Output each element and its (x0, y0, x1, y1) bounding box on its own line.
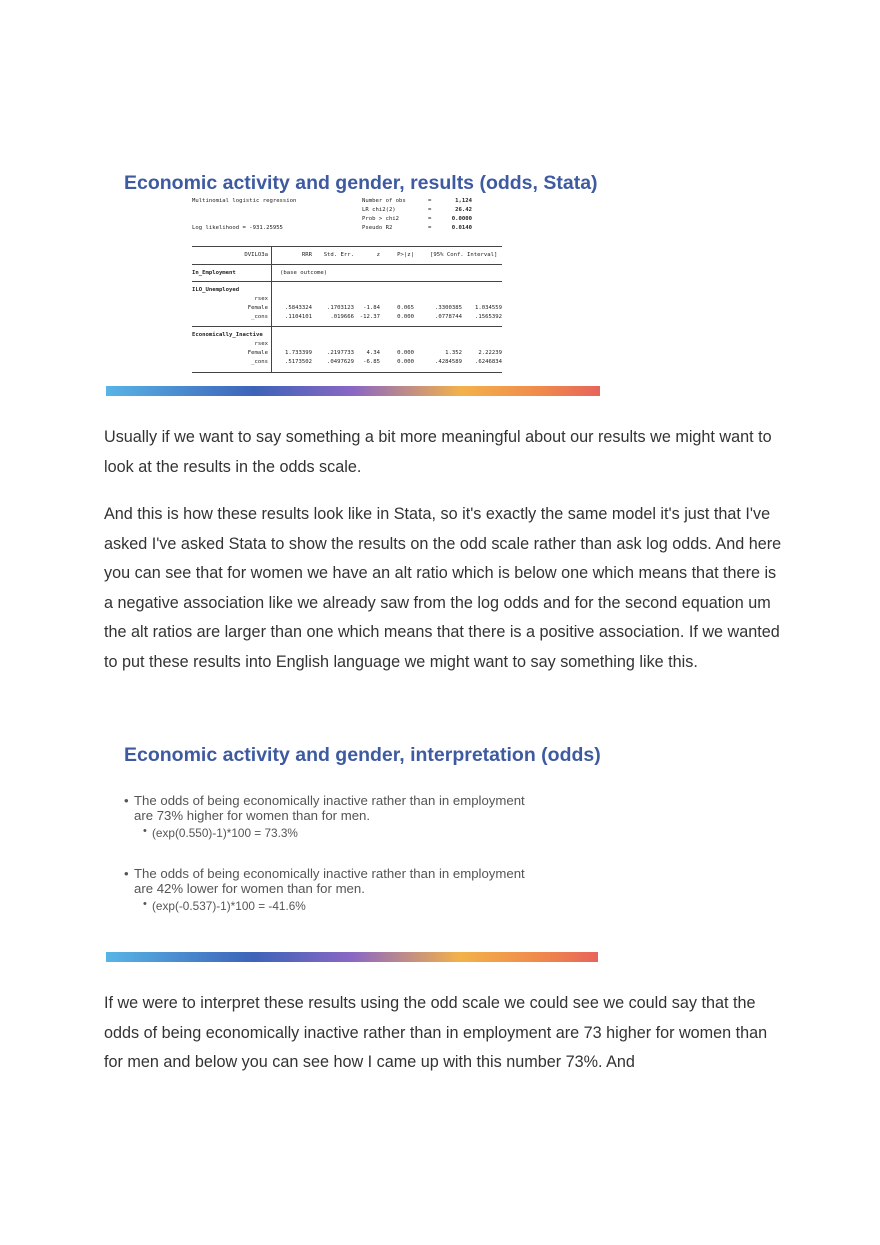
se-value: .019666 (330, 314, 354, 320)
bullet-line: The odds of being economically inactive rather than in employment (134, 793, 525, 808)
rrr-value: 1.733399 (285, 350, 312, 356)
rrr-value: .1104101 (285, 314, 312, 320)
table-rule (192, 372, 502, 373)
ci-high: 2.22239 (478, 350, 502, 356)
col-header: z (376, 252, 380, 258)
bullet-item (124, 793, 525, 823)
slide-interpretation (104, 740, 604, 965)
ci-low: .0778744 (435, 314, 462, 320)
ci-high: .6246834 (475, 359, 502, 365)
var-label: rsex (254, 296, 268, 302)
stat-label: Prob > chi2 (362, 216, 400, 222)
z-value: 4.34 (366, 350, 380, 356)
p-value: 0.000 (397, 314, 414, 320)
log-likelihood: Log likelihood = -931.25955 (192, 225, 283, 231)
equation-label: Economically_Inactive (192, 332, 263, 338)
stat-eq: = (428, 198, 432, 204)
transcript-paragraph: And this is how these results look like in Stata, so it's exactly the same model it's just that I've asked I've asked Stata to show the results on the odd scale rather than ask log odds. And here you can see that for women we have an alt ratio which is below one which means that there is a negative association like we already saw from the log odds and for the second equation um the alt ratios are larger than one which means that there is a positive association. If we wanted to put these results into English language we might want to say something like this. (104, 505, 782, 671)
depvar-label: DVILO3a (244, 252, 268, 258)
slide-title: Economic activity and gender, results (odds, Stata) (124, 172, 598, 194)
slide-stata-results (104, 168, 604, 400)
rrr-value: .5173502 (285, 359, 312, 365)
model-name: Multinomial logistic regression (192, 198, 297, 204)
stat-label: Pseudo R2 (362, 225, 393, 231)
formula: (exp(0.550)-1)*100 = 73.3% (152, 826, 298, 840)
row-label: _cons (251, 359, 268, 365)
stat-eq: = (428, 207, 432, 213)
stat-eq: = (428, 216, 432, 222)
ci-high: 1.034559 (475, 305, 502, 311)
table-divider (271, 246, 272, 372)
table-rule (192, 264, 502, 265)
table-rule (192, 281, 502, 282)
p-value: 0.000 (397, 359, 414, 365)
ci-high: .1565392 (475, 314, 502, 320)
var-label: rsex (254, 341, 268, 347)
sub-bullet-dot-icon: • (143, 898, 147, 910)
stat-label: LR chi2(2) (362, 207, 396, 213)
row-label: _cons (251, 314, 268, 320)
z-value: -6.85 (363, 359, 380, 365)
table-rule (192, 326, 502, 327)
bullet-dot-icon: • (124, 866, 129, 881)
se-value: .1703123 (327, 305, 354, 311)
stat-label: Number of obs (362, 198, 406, 204)
z-value: -12.37 (359, 314, 380, 320)
stat-value: 1,124 (455, 198, 472, 204)
bullet-item (124, 866, 525, 896)
sub-bullet-dot-icon: • (143, 825, 147, 837)
p-value: 0.065 (397, 305, 414, 311)
p-value: 0.000 (397, 350, 414, 356)
ci-low: 1.352 (445, 350, 462, 356)
col-header: P>|z| (397, 252, 414, 258)
se-value: .0497629 (327, 359, 354, 365)
row-label: Female (247, 350, 268, 356)
slide-accent-bar (106, 386, 600, 396)
bullet-dot-icon: • (124, 793, 129, 808)
ci-low: .4284589 (435, 359, 462, 365)
z-value: -1.84 (363, 305, 380, 311)
equation-label: In_Employment (192, 270, 236, 276)
slide-title: Economic activity and gender, interpretation (odds) (124, 744, 601, 766)
stat-value: 26.42 (455, 207, 472, 213)
equation-label: ILO_Unemployed (192, 287, 240, 293)
se-value: .2197733 (327, 350, 354, 356)
bullet-line: The odds of being economically inactive rather than in employment (134, 866, 525, 881)
transcript-paragraph: If we were to interpret these results using the odd scale we could see we could say that the odds of being economically inactive rather than in employment are 73 higher for women than for men and below you can see how I came up with this number 73%. And (104, 994, 768, 1072)
col-header: [95% Conf. Interval] (430, 252, 498, 258)
rrr-value: .5843324 (285, 305, 312, 311)
slide-accent-bar (106, 952, 598, 962)
transcript-paragraph: Usually if we want to say something a bit more meaningful about our results we might want to look at the results in the odds scale. (104, 428, 772, 476)
col-header: RRR (301, 252, 312, 258)
col-header: Std. Err. (323, 252, 354, 258)
stat-value: 0.0000 (451, 216, 472, 222)
sub-bullet (143, 898, 306, 913)
stat-value: 0.0140 (451, 225, 472, 231)
base-outcome-note: (base outcome) (280, 270, 328, 276)
stat-eq: = (428, 225, 432, 231)
table-rule (192, 246, 502, 247)
row-label: Female (247, 305, 268, 311)
bullet-line: are 42% lower for women than for men. (134, 881, 365, 896)
formula: (exp(-0.537)-1)*100 = -41.6% (152, 899, 306, 913)
sub-bullet (143, 825, 298, 840)
bullet-line: are 73% higher for women than for men. (134, 808, 371, 823)
ci-low: .3300385 (435, 305, 462, 311)
